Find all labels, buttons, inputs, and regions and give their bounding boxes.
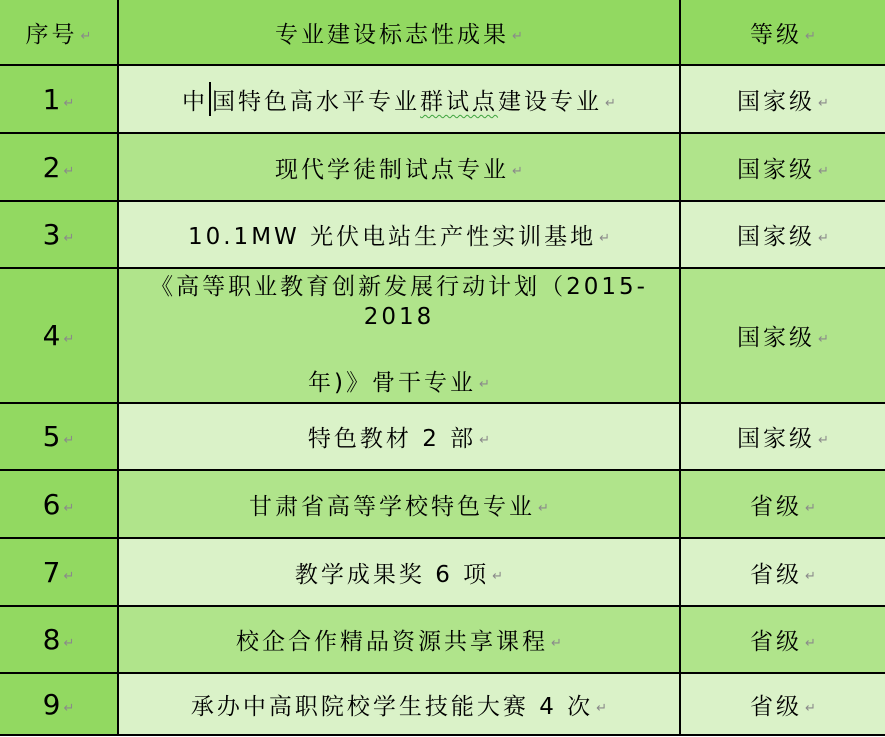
end-of-cell-mark-icon: ↵ <box>63 231 75 246</box>
achievement-text-line: 《高等职业教育创新发展行动计划（2015-2018 <box>150 273 648 330</box>
header-row <box>0 0 885 65</box>
end-of-cell-mark-icon: ↵ <box>818 332 829 347</box>
end-of-cell-mark-icon: ↵ <box>63 636 75 651</box>
cell-achievement-9[interactable] <box>118 673 680 735</box>
level-label: 国家级 <box>737 224 816 250</box>
row-number: 7 <box>42 555 61 589</box>
row-number: 6 <box>42 487 61 521</box>
achievement-text-segment: 中 <box>182 89 209 115</box>
column-header-achievement[interactable] <box>118 0 680 65</box>
cell-achievement-8[interactable] <box>118 606 680 673</box>
end-of-cell-mark-icon: ↵ <box>63 500 75 516</box>
column-header-index[interactable] <box>0 0 118 65</box>
end-of-cell-mark-icon: ↵ <box>818 95 829 111</box>
cell-level-5[interactable] <box>680 403 885 470</box>
level-label: 国家级 <box>737 88 816 115</box>
table-row-2 <box>0 133 885 201</box>
end-of-cell-mark-icon: ↵ <box>512 163 523 179</box>
end-of-cell-mark-icon: ↵ <box>599 231 610 246</box>
cell-level-9[interactable] <box>680 673 885 735</box>
column-header-achievement-label: 专业建设标志性成果 <box>275 21 510 48</box>
table-row-6 <box>0 470 885 538</box>
column-header-index-label: 序号 <box>25 21 78 48</box>
level-label: 省级 <box>750 693 803 720</box>
row-number: 1 <box>42 82 61 116</box>
cell-index-3[interactable] <box>0 201 118 268</box>
end-of-cell-mark-icon: ↵ <box>479 376 490 392</box>
end-of-cell-mark-icon: ↵ <box>80 28 92 44</box>
level-label: 国家级 <box>737 156 816 183</box>
end-of-cell-mark-icon: ↵ <box>63 433 75 448</box>
end-of-cell-mark-icon: ↵ <box>538 500 549 516</box>
cell-level-3[interactable] <box>680 201 885 268</box>
end-of-cell-mark-icon: ↵ <box>551 636 562 651</box>
column-header-level[interactable] <box>680 0 885 65</box>
level-label: 省级 <box>750 493 803 520</box>
row-number: 5 <box>42 420 61 453</box>
row-number: 3 <box>42 218 61 251</box>
row-number: 4 <box>42 319 61 352</box>
end-of-cell-mark-icon: ↵ <box>805 500 816 516</box>
cell-index-2[interactable] <box>0 133 118 201</box>
level-label: 省级 <box>750 561 803 588</box>
end-of-cell-mark-icon: ↵ <box>63 95 75 111</box>
achievement-text: 教学成果奖 6 项 <box>294 561 490 588</box>
cell-index-1[interactable] <box>0 65 118 133</box>
achievement-text: 10.1MW 光伏电站生产性实训基地 <box>187 224 597 250</box>
table-row-3 <box>0 201 885 268</box>
table-row-4 <box>0 268 885 403</box>
end-of-cell-mark-icon: ↵ <box>596 700 608 716</box>
row-number: 8 <box>42 623 61 656</box>
end-of-cell-mark-icon: ↵ <box>492 568 504 584</box>
end-of-cell-mark-icon: ↵ <box>805 28 816 44</box>
end-of-cell-mark-icon: ↵ <box>805 636 816 651</box>
cell-level-7[interactable] <box>680 538 885 606</box>
end-of-cell-mark-icon: ↵ <box>63 568 75 584</box>
end-of-cell-mark-icon: ↵ <box>818 231 829 246</box>
achievement-text-line <box>123 368 675 400</box>
column-header-level-label: 等级 <box>750 21 803 48</box>
end-of-cell-mark-icon: ↵ <box>805 700 816 716</box>
level-label: 国家级 <box>737 426 816 452</box>
end-of-cell-mark-icon: ↵ <box>805 568 816 584</box>
end-of-cell-mark-icon: ↵ <box>818 433 829 448</box>
end-of-cell-mark-icon: ↵ <box>63 332 75 347</box>
achievement-text-segment: 建设专业 <box>498 89 603 115</box>
end-of-cell-mark-icon: ↵ <box>479 433 491 448</box>
cell-level-8[interactable] <box>680 606 885 673</box>
achievement-text-segment: 国特色高水平专业 <box>212 89 421 115</box>
achievement-text: 特色教材 2 部 <box>307 426 477 452</box>
cell-level-1[interactable] <box>680 65 885 133</box>
level-label: 省级 <box>750 629 803 655</box>
cell-index-9[interactable] <box>0 673 118 735</box>
achievement-text: 年)》骨干专业 <box>308 369 477 396</box>
cell-index-5[interactable] <box>0 403 118 470</box>
row-number: 9 <box>42 687 61 721</box>
end-of-cell-mark-icon: ↵ <box>63 163 75 179</box>
cell-index-7[interactable] <box>0 538 118 606</box>
end-of-cell-mark-icon: ↵ <box>818 163 829 179</box>
table-row-5 <box>0 403 885 470</box>
cell-achievement-1[interactable] <box>118 65 680 133</box>
level-label: 国家级 <box>737 325 816 351</box>
table-row-7 <box>0 538 885 606</box>
achievement-text: 校企合作精品资源共享课程 <box>236 629 549 655</box>
cell-achievement-7[interactable] <box>118 538 680 606</box>
cell-level-6[interactable] <box>680 470 885 538</box>
end-of-cell-mark-icon: ↵ <box>605 96 616 111</box>
row-number: 2 <box>42 150 61 184</box>
cell-level-2[interactable] <box>680 133 885 201</box>
achievement-text: 甘肃省高等学校特色专业 <box>249 493 536 520</box>
achievement-text: 承办中高职院校学生技能大赛 4 次 <box>190 693 594 720</box>
cell-achievement-3[interactable] <box>118 201 680 268</box>
table-row-9 <box>0 673 885 735</box>
achievement-text: 现代学徒制试点专业 <box>275 156 510 183</box>
end-of-cell-mark-icon: ↵ <box>512 28 523 44</box>
cell-index-6[interactable] <box>0 470 118 538</box>
cell-index-4[interactable] <box>0 268 118 403</box>
table-row-8 <box>0 606 885 673</box>
cell-achievement-4[interactable] <box>118 268 680 403</box>
text-cursor-caret <box>209 82 211 116</box>
cell-index-8[interactable] <box>0 606 118 673</box>
cell-achievement-2[interactable] <box>118 133 680 201</box>
spellcheck-flagged-text: 群试点 <box>420 89 499 115</box>
cell-achievement-5[interactable] <box>118 403 680 470</box>
cell-level-4[interactable] <box>680 268 885 403</box>
end-of-cell-mark-icon: ↵ <box>63 700 75 716</box>
table-row-1 <box>0 65 885 133</box>
cell-achievement-6[interactable] <box>118 470 680 538</box>
